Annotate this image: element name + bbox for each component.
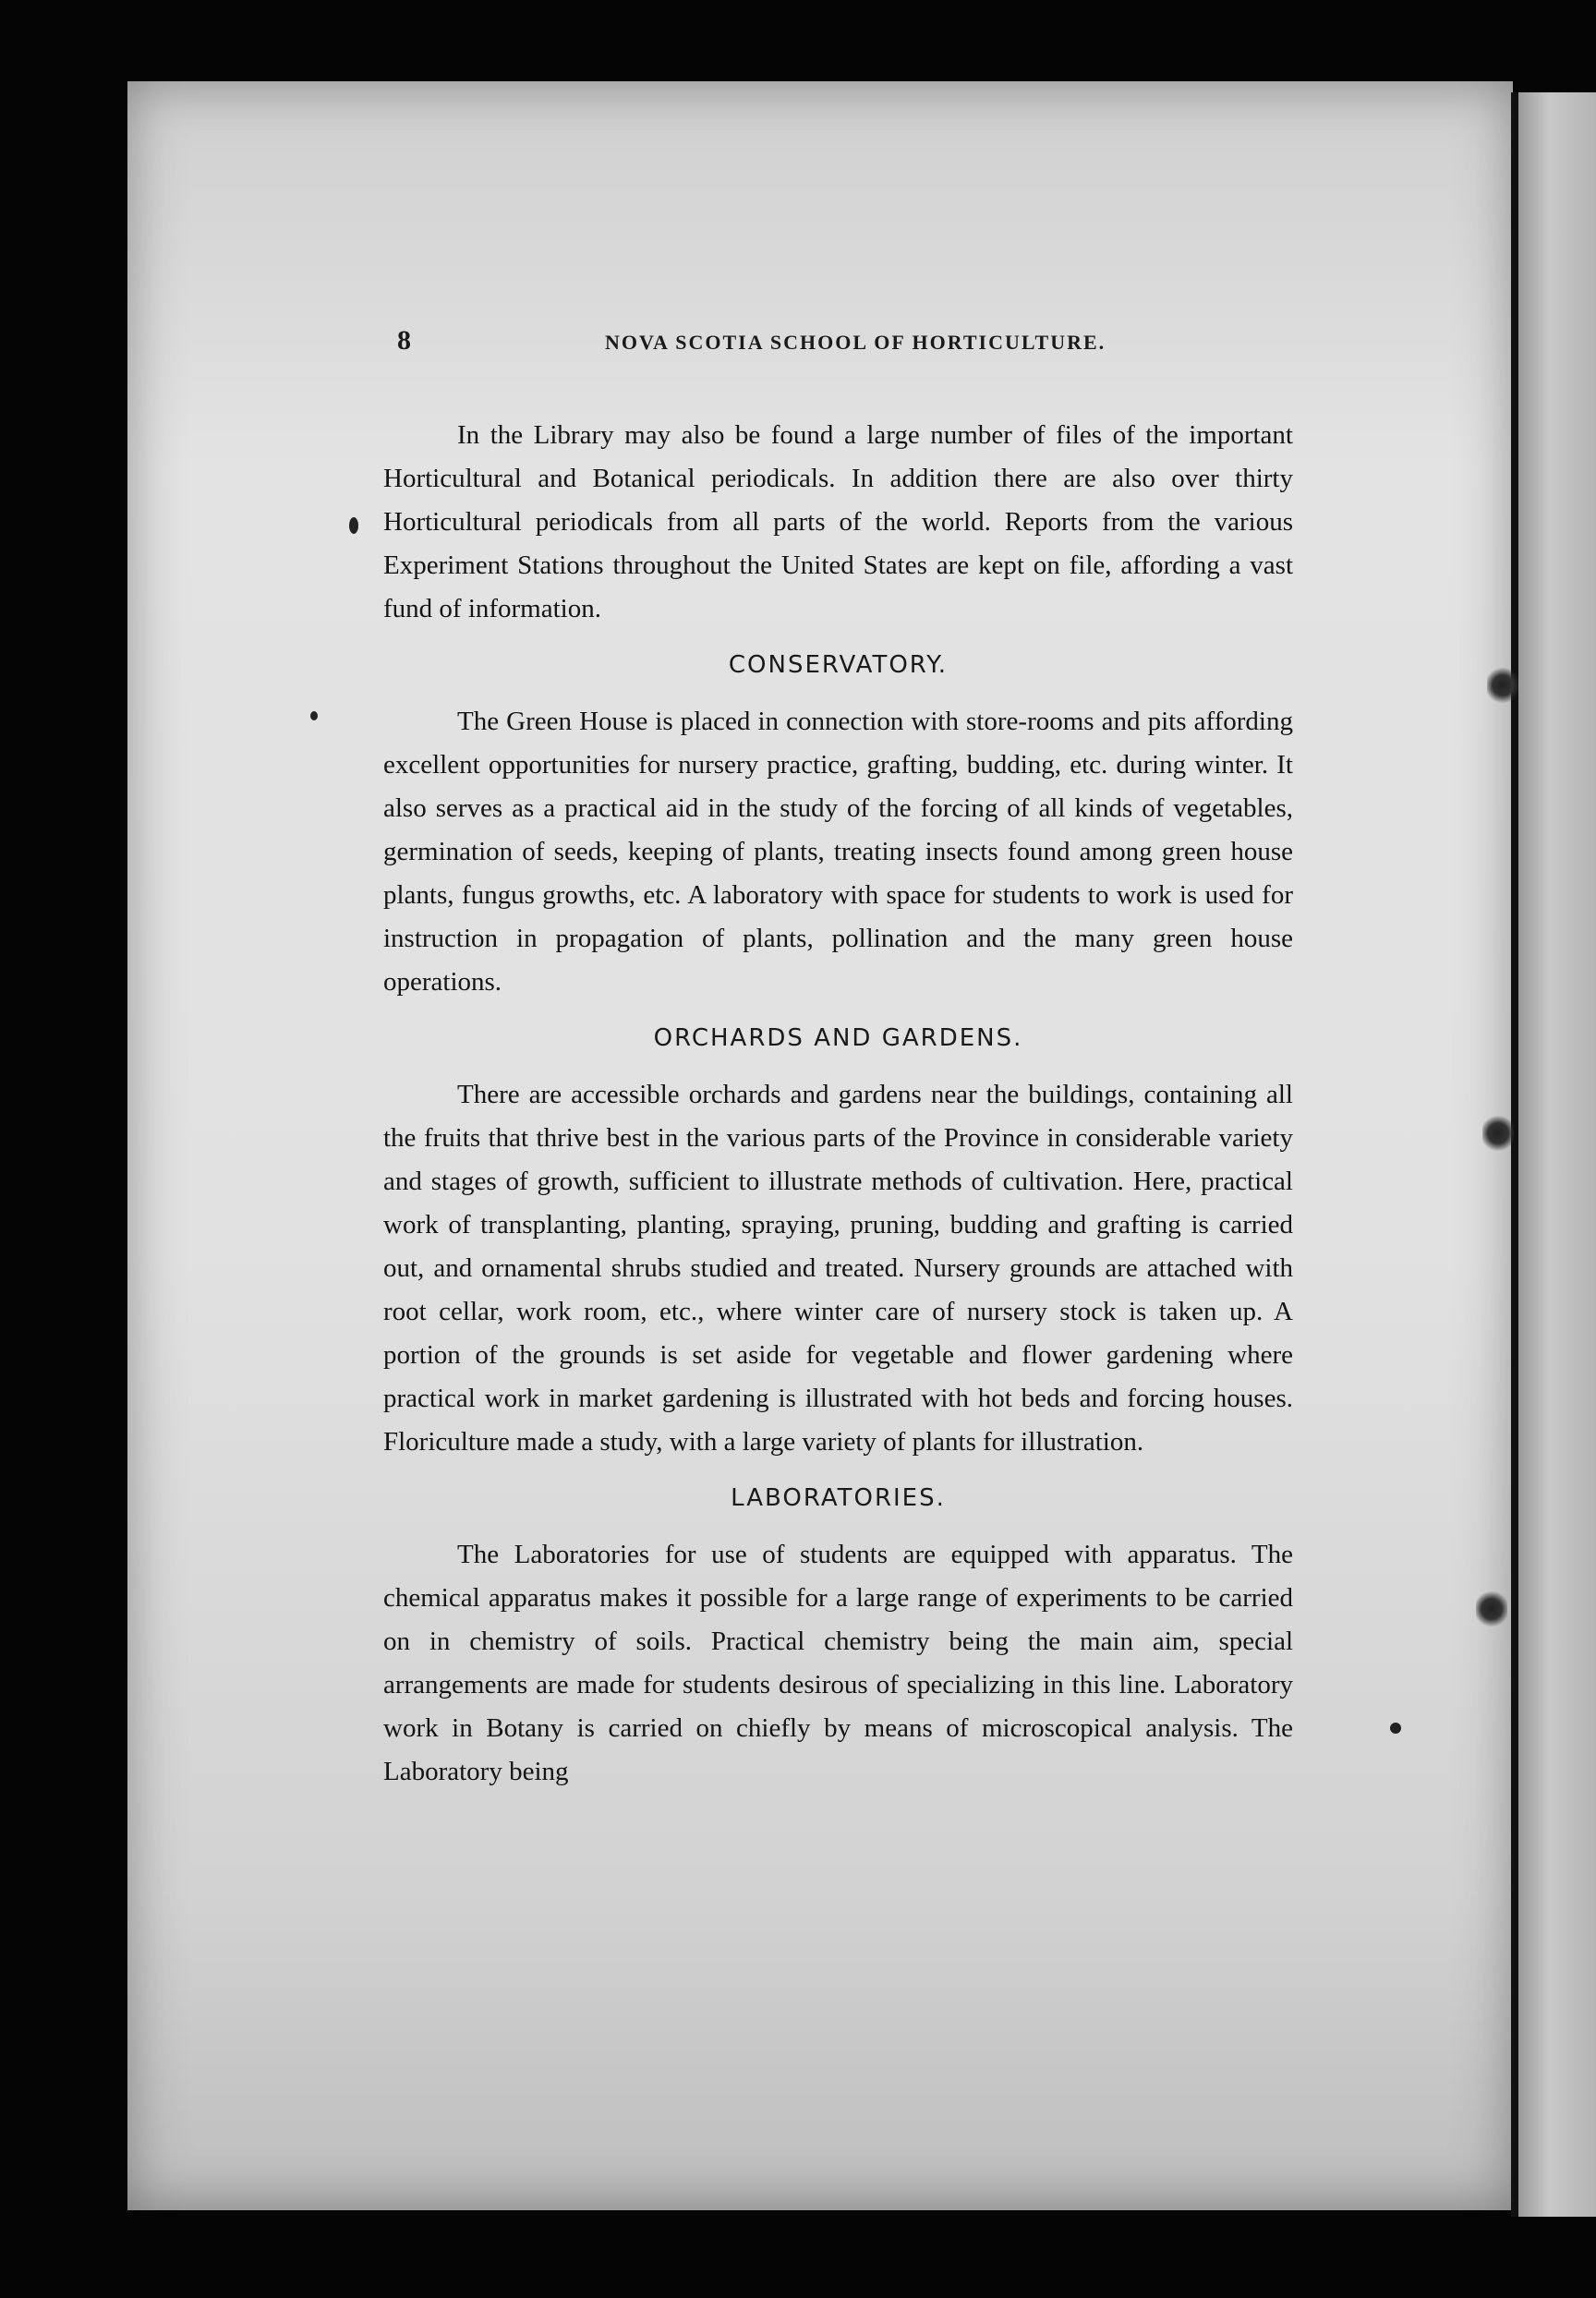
binding-clip xyxy=(1482,1113,1514,1154)
laboratories-paragraph: The Laboratories for use of students are equipped with apparatus. The chemical apparatus makes it possible for a large range of experiments to be carried on in chemistry of soils. Practical chemistry being the main aim, special arrangements are made for students desirous of specializing in this line. Laboratory work in Botany is carried on chiefly by means of microscopical analysis. The Laboratory being xyxy=(383,1540,1293,1786)
orchards-and-gardens-paragraph: There are accessible orchards and gardens near the buildings, containing all the fruits that thrive best in the various parts of the Province in considerable variety and stages of growth, sufficient to illustrate methods of cultivation. Here, practical work of transplanting, planting, spraying, pruning, budding and grafting is carried out, and ornamental shrubs studied and treated. Nursery grounds are attached with root cellar, work room, etc., where winter care of nursery stock is taken up. A portion of the grounds is set aside for vegetable and flower gardening where practical work in market gardening is illustrated with hot beds and forcing houses. Floriculture made a study, with a large variety of plants for illustration. xyxy=(383,1080,1293,1457)
binding-clip xyxy=(1487,665,1518,706)
page-number: 8 xyxy=(397,325,411,356)
section-heading-orchards-and-gardens: ORCHARDS AND GARDENS. xyxy=(653,1024,1023,1052)
section-heading-laboratories: LABORATORIES. xyxy=(731,1484,946,1512)
ink-speck xyxy=(310,711,318,720)
library-paragraph: In the Library may also be found a large number of files of the important Horticultural and Botanical periodicals. In addition there are also over thirty Horticultural periodicals from all parts of the world. Reports from the various Experiment Stations throughout the United States are kept on file, affording a vast fund of information. xyxy=(383,420,1293,623)
adjacent-page-strip xyxy=(1518,92,1596,2217)
page-body xyxy=(383,414,1293,1794)
binding-clip xyxy=(1476,1589,1507,1629)
page-binding-edge xyxy=(1511,92,1518,2217)
conservatory-paragraph: The Green House is placed in connection with store-rooms and pits affording excellent opportunities for nursery practice, grafting, budding, etc. during winter. It also serves as a practical aid in the study of the forcing of all kinds of vegetables, germination of seeds, keeping of plants, treating insects found among green house plants, fungus growths, etc. A laboratory with space for students to work is used for instruction in propagation of plants, pollination and the many green house operations. xyxy=(383,707,1293,997)
section-heading-conservatory: CONSERVATORY. xyxy=(728,651,949,679)
ink-speck xyxy=(349,517,358,534)
running-title: NOVA SCOTIA SCHOOL OF HORTICULTURE. xyxy=(605,331,1106,354)
ink-speck xyxy=(1390,1723,1401,1734)
